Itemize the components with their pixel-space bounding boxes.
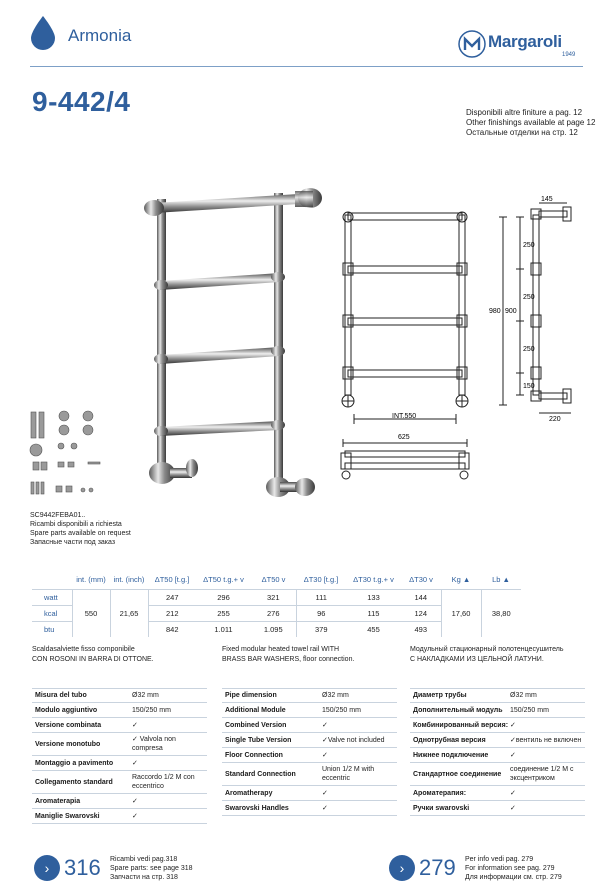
drop-icon xyxy=(28,14,58,50)
spec-key: Combined Version xyxy=(225,721,287,729)
spec-value: ✓ xyxy=(132,812,138,820)
dim-145: 145 xyxy=(541,196,553,203)
finishes-ru: Остальные отделки на стр. 12 xyxy=(466,128,578,137)
col-int-mm: int. (mm) xyxy=(76,575,106,585)
spec-key: Additional Module xyxy=(225,706,286,714)
finishes-en: Other finishings available at page 12 xyxy=(466,118,596,127)
chevron-right-icon: › xyxy=(389,855,415,881)
spec-table-it xyxy=(32,688,207,824)
finishes-note xyxy=(466,108,595,138)
spec-key: Swarovski Handles xyxy=(225,804,289,812)
spare-parts-image xyxy=(28,410,106,502)
int-mm-value: 550 xyxy=(72,589,110,637)
page-link-line: Spare parts: see page 318 xyxy=(110,865,193,872)
col-dt30-tgv: ΔT30 t.g.+ v xyxy=(353,575,394,585)
spec-value: ✓ xyxy=(132,721,138,729)
spec-key: Montaggio a pavimento xyxy=(35,759,114,767)
spec-row xyxy=(222,786,397,801)
col-dt50-tg: ΔT50 [t.g.] xyxy=(154,575,190,585)
brand-name: Margaroli xyxy=(488,32,562,51)
int-inch-value: 21,65 xyxy=(110,589,148,637)
spec-value: 150/250 mm xyxy=(322,706,361,714)
dim-250-a: 250 xyxy=(523,242,535,249)
spec-key: Дополнительный модуль xyxy=(413,706,503,714)
spec-key: Aromatherapy xyxy=(225,789,273,797)
spec-value: ✓ xyxy=(510,789,516,797)
weight-icon: ▲ xyxy=(502,575,510,585)
product-code: 9-442/4 xyxy=(32,86,131,117)
spec-key: Standard Connection xyxy=(225,770,296,778)
dim-int-550: INT.550 xyxy=(392,413,417,420)
spec-key: Аромaтерапия: xyxy=(413,789,467,797)
description-ru xyxy=(410,645,564,664)
spec-row xyxy=(410,688,585,703)
col-lb-label: Lb xyxy=(492,575,501,585)
table-cell: 842 xyxy=(148,621,196,637)
spare-parts-en: Spare parts available on request xyxy=(30,530,131,537)
spec-key: Single Tube Version xyxy=(225,736,292,744)
spec-row xyxy=(32,794,207,809)
spec-value: ✓ Valvola non compresa xyxy=(132,736,176,752)
description-line: Модульный стационарный полотенцесушитель xyxy=(410,646,564,653)
table-cell: 144 xyxy=(401,589,441,605)
row-label: watt xyxy=(32,589,72,605)
table-cell: 111 xyxy=(296,589,346,605)
spec-table-en xyxy=(222,688,397,816)
dim-625: 625 xyxy=(398,434,410,441)
table-cell: 247 xyxy=(148,589,196,605)
spec-row xyxy=(32,771,207,794)
spec-key: Floor Connection xyxy=(225,751,283,759)
spec-row xyxy=(32,688,207,703)
spec-value: соединение 1/2 М с эксцентриком xyxy=(510,766,574,782)
finishes-it: Disponibili altre finiture a pag. 12 xyxy=(466,108,583,117)
spec-row xyxy=(222,688,397,703)
dim-150: 150 xyxy=(523,383,535,390)
spec-value: ✓ xyxy=(510,751,516,759)
spec-value: Ø32 mm xyxy=(132,692,159,699)
spec-row xyxy=(32,733,207,756)
spec-value: Ø32 mm xyxy=(510,692,537,699)
spare-parts-note xyxy=(30,511,131,547)
table-cell: 296 xyxy=(196,589,251,605)
spec-key: Maniglie Swarovski xyxy=(35,812,100,820)
page-link-line: Для информации см. стр. 279 xyxy=(465,874,562,881)
col-kg-label: Kg xyxy=(451,575,461,585)
spec-value: ✓ xyxy=(322,721,328,729)
page-number: 316 xyxy=(64,855,101,880)
table-cell: 133 xyxy=(346,589,401,605)
brand-logo xyxy=(458,30,584,60)
spec-value: Raccordo 1/2 M con eccentrico xyxy=(132,774,195,790)
spare-parts-it: Ricambi disponibili a richiesta xyxy=(30,521,122,528)
page-number: 279 xyxy=(419,855,456,880)
description-line: Scaldasalviette fisso componibile xyxy=(32,646,135,653)
spec-value: ✓ xyxy=(322,789,328,797)
page-link-line: For information see pag. 279 xyxy=(465,865,555,872)
spec-row xyxy=(222,763,397,786)
spec-value: Union 1/2 M with eccentric xyxy=(322,766,375,782)
col-lb xyxy=(481,571,521,589)
spec-key: Versione combinata xyxy=(35,721,102,729)
product-photo xyxy=(140,185,325,505)
spec-row xyxy=(410,733,585,748)
table-cell: 124 xyxy=(401,605,441,621)
spec-value: 150/250 mm xyxy=(510,706,549,714)
spec-key: Versione monotubo xyxy=(35,740,101,748)
spec-key: Нижнее подключение xyxy=(413,751,489,759)
row-label: kcal xyxy=(32,605,72,621)
spec-value: ✓ xyxy=(322,751,328,759)
spare-parts-code: SC9442FEBA01.. xyxy=(30,512,86,519)
spec-key: Modulo aggiuntivo xyxy=(35,706,98,714)
table-cell: 493 xyxy=(401,621,441,637)
col-dt30-v: ΔT30 v xyxy=(409,575,433,585)
spec-row xyxy=(410,786,585,801)
spec-row xyxy=(222,733,397,748)
row-label: btu xyxy=(32,621,72,637)
spec-key: Стандартное соединение xyxy=(413,770,502,778)
spec-row xyxy=(410,718,585,733)
table-cell: 212 xyxy=(148,605,196,621)
chevron-right-icon: › xyxy=(34,855,60,881)
description-line: С НАКЛАДКАМИ ИЗ ЦЕЛЬНОЙ ЛАТУНИ. xyxy=(410,655,544,663)
spec-row xyxy=(222,801,397,816)
spec-row xyxy=(410,703,585,718)
output-table xyxy=(32,571,521,637)
description-line: Fixed modular heated towel rail WITH xyxy=(222,646,340,653)
col-dt50-tgv: ΔT50 t.g.+ v xyxy=(203,575,244,585)
spec-value: ✓ xyxy=(510,721,516,729)
weight-icon: ▲ xyxy=(462,575,471,585)
dim-900: 900 xyxy=(505,308,517,315)
spec-row xyxy=(222,748,397,763)
col-int-inch: int. (inch) xyxy=(113,575,145,585)
collection-title: Armonia xyxy=(68,26,132,45)
spec-value: ✓ xyxy=(132,797,138,805)
table-cell: 276 xyxy=(251,605,296,621)
spec-value: ✓ xyxy=(322,804,328,812)
spec-value: ✓Valve not included xyxy=(322,736,385,744)
spec-table-ru xyxy=(410,688,585,816)
spec-key: Collegamento standard xyxy=(35,778,113,786)
spare-parts-ru: Запасные части под заказ xyxy=(30,539,116,546)
spec-value: ✓вентиль не включен xyxy=(510,736,582,744)
dim-220: 220 xyxy=(549,416,561,423)
table-cell: 455 xyxy=(346,621,401,637)
table-cell: 1.011 xyxy=(196,621,251,637)
spec-row xyxy=(32,756,207,771)
table-cell: 96 xyxy=(296,605,346,621)
header-divider xyxy=(30,66,583,67)
spec-key: Pipe dimension xyxy=(225,692,277,699)
description-en xyxy=(222,645,354,664)
table-cell: 255 xyxy=(196,605,251,621)
table-cell: 321 xyxy=(251,589,296,605)
table-cell: 1.095 xyxy=(251,621,296,637)
spec-value: 150/250 mm xyxy=(132,706,171,714)
brand-year: 1949 xyxy=(562,52,576,58)
brand-emblem-icon xyxy=(458,30,486,58)
dim-250-c: 250 xyxy=(523,346,535,353)
lb-value: 38,80 xyxy=(481,589,521,637)
kg-value: 17,60 xyxy=(441,589,481,637)
spec-key: Misura del tubo xyxy=(35,692,87,699)
page-link-line: Ricambi vedi pag.318 xyxy=(110,856,178,863)
col-kg xyxy=(441,571,481,589)
description-it xyxy=(32,645,154,664)
spec-row xyxy=(410,748,585,763)
col-dt50-v: ΔT50 v xyxy=(261,575,286,585)
spec-row xyxy=(32,718,207,733)
spec-key: Комбинированный версия: xyxy=(413,721,509,729)
dim-250-b: 250 xyxy=(523,294,535,301)
page-link-text xyxy=(465,855,562,882)
spec-row xyxy=(222,703,397,718)
table-cell: 379 xyxy=(296,621,346,637)
spec-row xyxy=(410,763,585,786)
spec-key: Aromaterapia xyxy=(35,797,81,805)
description-line: BRASS BAR WASHERS, floor connection. xyxy=(222,655,355,663)
spec-row xyxy=(410,801,585,816)
spec-row xyxy=(222,718,397,733)
page-link-text xyxy=(110,855,193,882)
table-header-row xyxy=(32,571,521,589)
col-dt30-tg: ΔT30 [t.g.] xyxy=(303,575,339,585)
page-link-line: Per info vedi pag. 279 xyxy=(465,856,534,863)
spec-key: Однотрубная версия xyxy=(413,736,486,744)
spec-value: Ø32 mm xyxy=(322,692,349,699)
technical-drawing xyxy=(335,195,613,495)
table-cell: 115 xyxy=(346,605,401,621)
spec-key: Диаметр трубы xyxy=(413,692,467,699)
spec-value: ✓ xyxy=(132,759,138,767)
dim-980: 980 xyxy=(489,308,501,315)
page-link-line: Запчасти на стр. 318 xyxy=(110,874,178,881)
spec-key: Ручки swarovski xyxy=(413,804,470,812)
spec-value: ✓ xyxy=(510,804,516,812)
spec-row xyxy=(32,703,207,718)
description-line: CON ROSONI IN BARRA DI OTTONE. xyxy=(32,655,154,663)
table-row xyxy=(32,589,521,605)
spec-row xyxy=(32,809,207,824)
